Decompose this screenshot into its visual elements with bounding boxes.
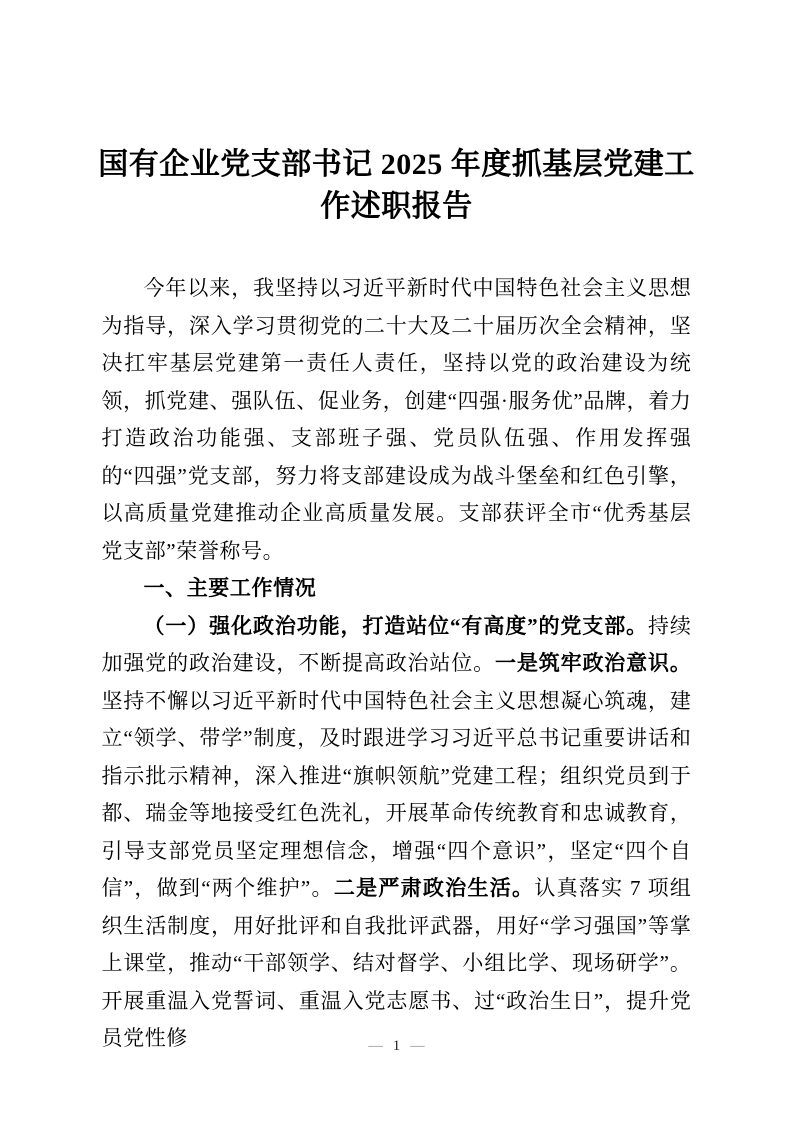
text-run: 今年以来，我坚持以习近平新时代中国特色社会主义思想为指导，深入学习贯彻党的二十大及二十届历次全会精神，坚决扛牢基层党建第一责任人责任，坚持以党的政治建设为统领，抓党建、强队伍、促业务，创建“四强·服务优”品牌，着力打造政治功能强、支部班子强、党员队伍强、作用发挥强的“四强”党支部，努力将支部建设成为战斗堡垒和红色引擎，以高质量党建推动企业高质量发展。支部获评全市“优秀基层党支部”荣誉称号。 bbox=[101, 276, 692, 563]
footer-dash-left: — bbox=[368, 1038, 383, 1054]
document-body bbox=[102, 270, 692, 1058]
footer-dash-right: — bbox=[410, 1038, 425, 1054]
text-run: 二是严肃政治生活。 bbox=[333, 876, 535, 900]
text-run: 一、主要工作情况 bbox=[143, 576, 317, 600]
text-run: 一是筑牢政治意识。 bbox=[495, 651, 692, 675]
section-heading bbox=[102, 570, 692, 608]
text-run: 坚持不懈以习近平新时代中国特色社会主义思想凝心筑魂，建立“领学、带学”制度，及时跟进学习习近平总书记重要讲话和指示批示精神，深入推进“旗帜领航”党建工程；组织党员到于都、瑞金等地接受红色洗礼，开展革命传统教育和忠诚教育，引导支部党员坚定理想信念，增强“四个意识”，坚定“四个自信”，做到“两个维护”。 bbox=[101, 688, 692, 900]
paragraph bbox=[102, 608, 692, 1058]
paragraph bbox=[102, 270, 692, 570]
text-run: 认真落实 7 项组织生活制度，用好批评和自我批评武器，用好“学习强国”等掌上课堂，推动“干部领学、结对督学、小组比学、现场研学”。开展重温入党誓词、重温入党志愿书、过“政治生日”，提升党员党性修 bbox=[101, 876, 692, 1050]
document-title: 国有企业党支部书记 2025 年度抓基层党建工作述职报告 bbox=[98, 148, 695, 223]
page-number: 1 bbox=[392, 1038, 401, 1054]
page-footer bbox=[0, 1036, 793, 1056]
text-run: （一）强化政治功能，打造站位“有高度”的党支部。 bbox=[143, 613, 648, 638]
text-run: 持续加强党的政治建设，不断提高政治站位。 bbox=[101, 613, 692, 675]
